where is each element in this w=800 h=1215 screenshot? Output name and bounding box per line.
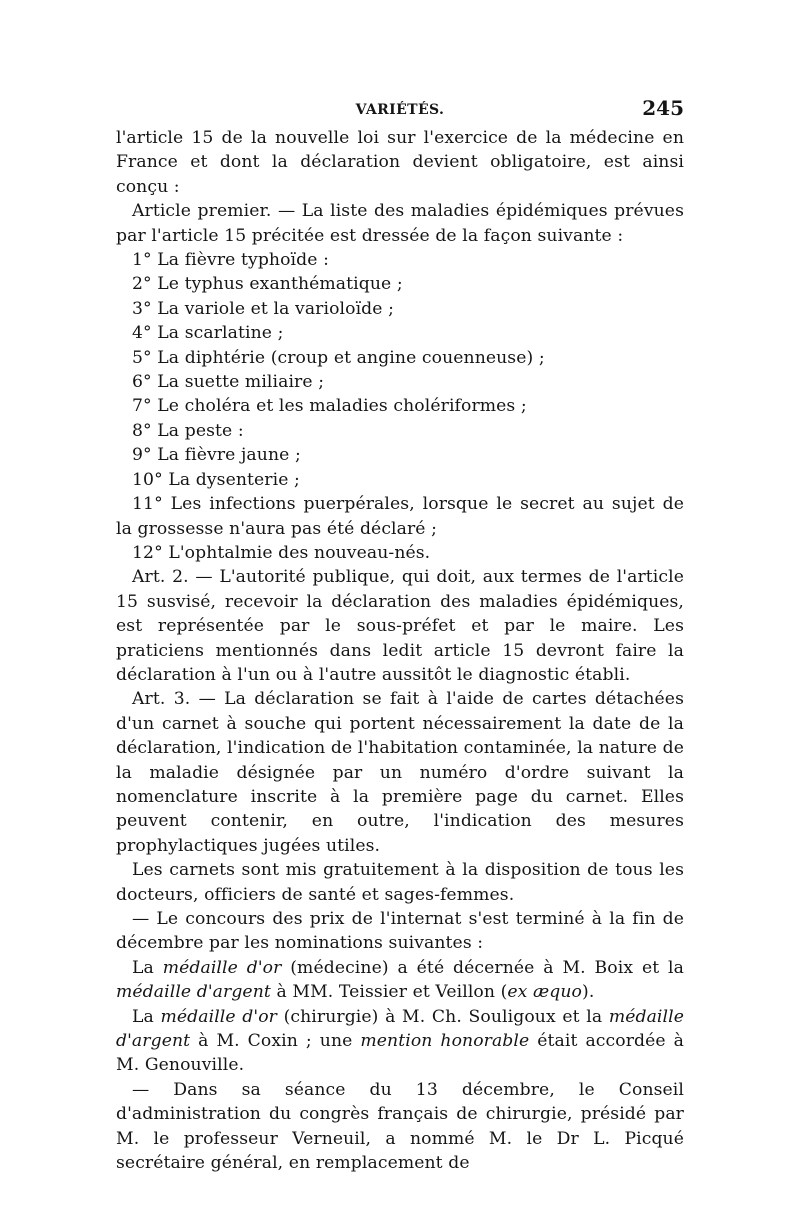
medaille-chirurgie-paragraph [116,1005,684,1078]
article-3-paragraph: Art. 3. — La déclaration se fait à l'aide de cartes détachées d'un carnet à souche qui portent nécessairement la date de la déclaration, l'indication de l'habitation contaminée, la nature de la maladie désignée par un numéro d'ordre suivant la nomenclature inscrite à la première page du carnet. Elles peuvent contenir, en outre, l'indication des mesures prophylactiques jugées utiles. [116,689,684,856]
italic-run: médaille d'or [160,1006,277,1027]
list-item-maladie: 8° La peste : [132,420,244,441]
carnets-paragraph: Les carnets sont mis gratuitement à la disposition de tous les docteurs, officiers de santé et sages-femmes. [116,860,684,905]
italic-run: mention honorable [360,1031,530,1052]
text-run: (médecine) a été décernée à M. Boix et la [281,957,684,978]
text-run: à MM. Teissier et Veillon ( [270,982,508,1003]
text-run: La [132,1006,161,1027]
italic-run: médaille d'or [162,957,282,978]
article-premier-paragraph: Article premier. — La liste des maladies épidémiques prévues par l'article 15 précitée est dressée de la façon suivante : [116,201,684,246]
running-title: VARIÉTÉS. [355,102,445,118]
text-run: était accordée à M. Genouville. [116,1031,684,1076]
text-run: à M. Coxin ; une [190,1031,361,1052]
congres-paragraph: — Dans sa séance du 13 décembre, le Conseil d'administration du congrès français de chirurgie, présidé par M. le professeur Verneuil, a nommé M. le Dr L. Picqué secrétaire général, en remplacement de [116,1079,684,1174]
running-head [116,96,684,124]
italic-run: médaille d'argent [116,1006,684,1052]
body-text [116,126,684,1175]
italic-run: ex æquo [507,982,583,1003]
internat-paragraph: — Le concours des prix de l'internat s'est terminé à la fin de décembre par les nominations suivantes : [116,909,684,954]
list-item-maladie: 1° La fièvre typhoïde : [132,250,329,271]
medaille-medecine-paragraph [116,956,684,1005]
list-item-maladie: 9° La fièvre jaune ; [132,445,301,466]
italic-run: médaille d'argent [116,982,271,1003]
article-2-paragraph: Art. 2. — L'autorité publique, qui doit, aux termes de l'article 15 susvisé, recevoir la déclaration des maladies épidémiques, est représentée par le sous-préfet et par le maire. Les praticiens mentionnés dans ledit article 15 devront faire la déclaration à l'un ou à l'autre aussitôt le diagnostic établi. [116,567,684,685]
page-number: 245 [642,96,684,120]
list-item-maladie: 4° La scarlatine ; [132,323,284,344]
text-run: La [132,957,163,978]
list-item-maladie: 3° La variole et la varioloïde ; [132,298,395,319]
list-item-maladie: 12° L'ophtalmie des nouveau-nés. [132,542,431,563]
list-item-maladie: 7° Le choléra et les maladies cholériformes ; [132,396,527,417]
list-item-maladie: 2° Le typhus exanthématique ; [132,274,403,295]
list-item-maladie: 10° La dysenterie ; [132,469,300,490]
list-item-maladie: 11° Les infections puerpérales, lorsque le secret au sujet de la grossesse n'aura pas été déclaré ; [116,494,684,539]
list-item-maladie: 6° La suette miliaire ; [132,372,325,393]
text-run: (chirurgie) à M. Ch. Souligoux et la [276,1006,609,1027]
text-run: ). [582,982,595,1003]
intro-paragraph: l'article 15 de la nouvelle loi sur l'exercice de la médecine en France et dont la déclaration devient obligatoire, est ainsi conçu : [116,128,684,197]
list-item-maladie: 5° La diphtérie (croup et angine couenneuse) ; [132,347,545,368]
